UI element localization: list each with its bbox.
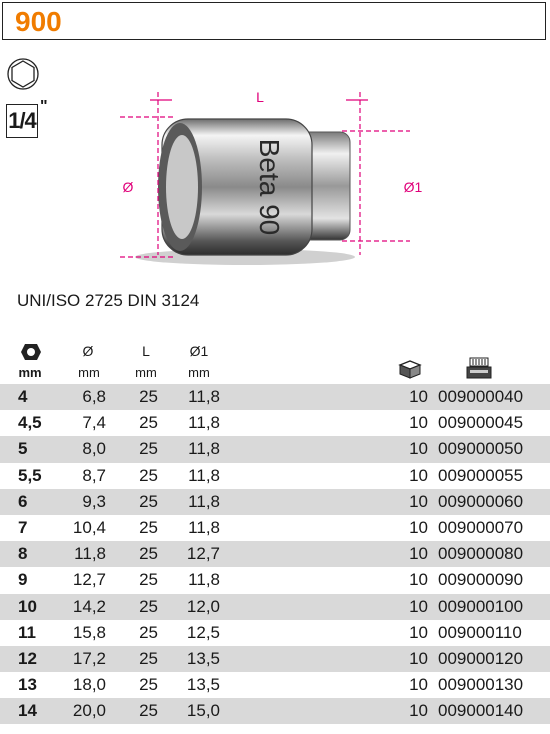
diameter-cell: 8,7 (82, 465, 106, 485)
article-code-cell: 009000045 (438, 413, 524, 433)
quantity-cell: 10 (409, 491, 428, 511)
engraving-text: Beta 90 (254, 138, 285, 236)
diameter-cell: 15,8 (72, 622, 106, 642)
table-row (0, 567, 550, 593)
diameter-cell: 7,4 (82, 413, 106, 433)
article-code-cell: 009000090 (438, 570, 524, 590)
size-cell: 4,5 (18, 413, 42, 433)
product-code-title: 900 (15, 6, 62, 37)
length-cell: 25 (139, 517, 158, 537)
drive-diameter-cell: 12,0 (186, 596, 220, 616)
diameter-cell: 11,8 (74, 544, 106, 564)
table-row (0, 672, 550, 698)
length-cell: 25 (139, 675, 158, 695)
diameter-cell: 6,8 (82, 387, 106, 406)
d-unit-header: mm (78, 365, 100, 380)
size-unit-header: mm (18, 365, 42, 380)
drive-diameter-cell: 13,5 (186, 675, 220, 695)
table-row (0, 541, 550, 567)
size-cell: 9 (18, 570, 28, 590)
size-cell: 6 (18, 491, 28, 511)
quantity-cell: 10 (409, 517, 428, 537)
size-cell: 11 (18, 622, 36, 642)
length-cell: 25 (139, 648, 158, 668)
length-cell: 25 (139, 439, 158, 459)
quantity-cell: 10 (409, 465, 428, 485)
table-row (0, 594, 550, 620)
drive-size-unit: " (40, 98, 48, 115)
length-cell: 25 (139, 387, 158, 406)
article-code-cell: 009000060 (438, 491, 524, 511)
drive-diameter-cell: 11,8 (188, 517, 220, 537)
length-cell: 25 (139, 596, 158, 616)
size-cell: 7 (18, 517, 28, 537)
size-cell: 5 (18, 439, 28, 459)
l-column-header: L (142, 343, 150, 359)
header-box (2, 2, 546, 40)
size-cell: 10 (18, 596, 37, 616)
table-row (0, 463, 550, 489)
size-table (0, 384, 550, 724)
length-cell: 25 (139, 413, 158, 433)
drive-diameter-cell: 11,8 (188, 491, 220, 511)
diameter-cell: 20,0 (72, 701, 106, 721)
diameter-cell: 12,7 (72, 570, 106, 590)
d-column-header: Ø (82, 343, 94, 359)
quantity-cell: 10 (409, 701, 428, 721)
article-code-cell: 009000080 (438, 544, 524, 564)
drive-diameter-cell: 12,5 (186, 622, 220, 642)
article-code-cell: 009000055 (438, 465, 524, 485)
size-cell: 5,5 (18, 465, 42, 485)
socket-drawing (110, 82, 430, 272)
article-code-cell: 009000110 (438, 622, 522, 642)
quantity-cell: 10 (409, 544, 428, 564)
length-cell: 25 (139, 622, 158, 642)
table-row (0, 489, 550, 515)
quantity-cell: 10 (409, 439, 428, 459)
article-code-cell: 009000140 (438, 701, 524, 721)
drive-size-badge: 1/4 (6, 104, 38, 138)
quantity-cell: 10 (409, 413, 428, 433)
drive-diameter-cell: 11,8 (188, 439, 220, 459)
package-icon (398, 359, 422, 379)
size-cell: 13 (18, 675, 37, 695)
table-row (0, 698, 550, 724)
dimension-l-label: L (256, 89, 264, 105)
drive-diameter-cell: 12,7 (186, 544, 220, 564)
hexagon-icon (6, 56, 40, 92)
quantity-cell: 10 (409, 596, 428, 616)
quantity-cell: 10 (409, 387, 428, 406)
table-row (0, 436, 550, 462)
d1-unit-header: mm (188, 365, 210, 380)
article-code-cell: 009000120 (438, 648, 524, 668)
size-cell: 12 (18, 648, 37, 668)
size-cell: 4 (18, 387, 28, 406)
dimension-d1-label: Ø1 (403, 179, 423, 195)
article-code-cell: 009000070 (438, 517, 524, 537)
barcode-register-icon (466, 357, 492, 379)
drive-diameter-cell: 11,8 (188, 465, 220, 485)
diameter-cell: 9,3 (82, 491, 106, 511)
quantity-cell: 10 (409, 570, 428, 590)
dimension-d-label: Ø (122, 179, 134, 195)
article-code-cell: 009000130 (438, 675, 524, 695)
size-cell: 8 (18, 544, 28, 564)
table-row (0, 620, 550, 646)
table-row (0, 646, 550, 672)
table-row (0, 515, 550, 541)
length-cell: 25 (139, 465, 158, 485)
size-cell: 14 (18, 701, 37, 721)
hex-nut-icon (20, 343, 42, 361)
length-cell: 25 (139, 701, 158, 721)
table-row (0, 384, 550, 410)
drive-diameter-cell: 13,5 (186, 648, 220, 668)
standard-reference: UNI/ISO 2725 DIN 3124 (17, 291, 200, 310)
drive-diameter-cell: 11,8 (188, 387, 220, 406)
l-unit-header: mm (135, 365, 157, 380)
quantity-cell: 10 (409, 675, 428, 695)
article-code-cell: 009000100 (438, 596, 524, 616)
article-code-cell: 009000040 (438, 387, 524, 406)
length-cell: 25 (139, 544, 158, 564)
length-cell: 25 (139, 491, 158, 511)
diameter-cell: 8,0 (82, 439, 106, 459)
length-cell: 25 (139, 570, 158, 590)
drive-diameter-cell: 11,8 (188, 570, 220, 590)
drive-diameter-cell: 15,0 (186, 701, 220, 721)
table-header (0, 343, 550, 383)
d1-column-header: Ø1 (189, 343, 209, 359)
diameter-cell: 10,4 (72, 517, 106, 537)
table-row (0, 410, 550, 436)
quantity-cell: 10 (409, 648, 428, 668)
quantity-cell: 10 (409, 622, 428, 642)
article-code-cell: 009000050 (438, 439, 524, 459)
diameter-cell: 17,2 (72, 648, 106, 668)
drive-diameter-cell: 11,8 (188, 413, 220, 433)
diameter-cell: 14,2 (72, 596, 106, 616)
diameter-cell: 18,0 (72, 675, 106, 695)
